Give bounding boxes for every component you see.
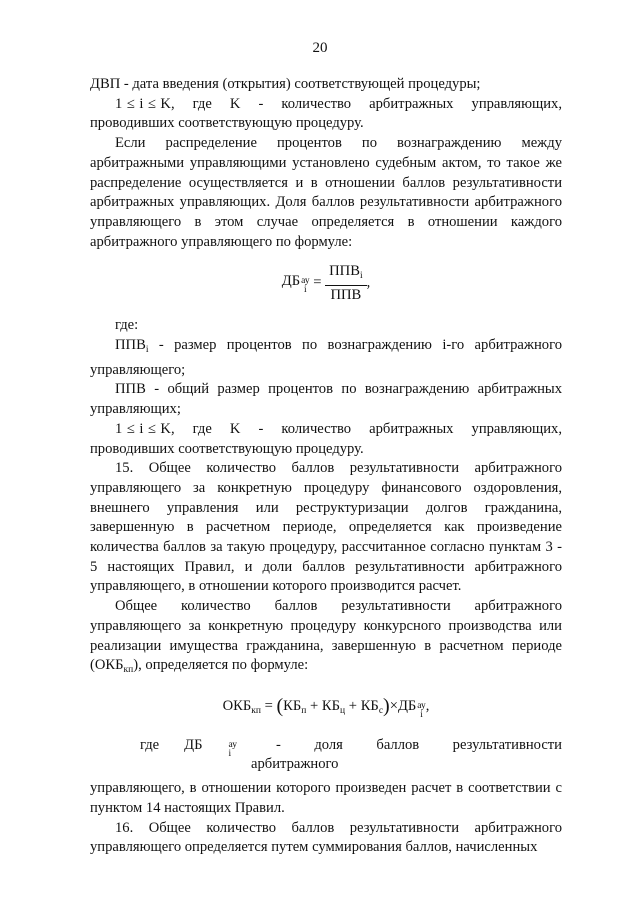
- definition-db-where: где: [140, 736, 160, 753]
- definition-ppv: ППВ - общий размер процентов по вознаграждению арбитражных: [115, 381, 562, 398]
- formula-okb: [90, 694, 562, 722]
- formula-okb-lhs: $ОКБ_{кп}$: [222, 697, 261, 716]
- formula-share-lhs: ДБ ау i: [281, 272, 310, 295]
- formula-okb-eq: =: [264, 697, 273, 714]
- formula-okb-plus-2: +: [348, 697, 358, 714]
- paragraph-15: 15. Общее количество баллов результативности арбитражного управляющего за конкретную процедуру финансового оздоровления, внешнего управления или реструктуризации долгов гражданина, завершенную в расчетном периоде, определяется как произведение количества баллов за такую процедуру, рассчитанное согласно пунктам 3 - 5 настоящих Правил, и доли баллов результативности арбитражного управляющего, в отношении которого производится расчет.: [90, 460, 562, 595]
- formula-okb-open-paren: (: [276, 694, 284, 717]
- formula-share: [90, 262, 562, 304]
- formula-share-tail: ,: [366, 274, 371, 291]
- paragraph-16: 16. Общее количество баллов результативности арбитражного управляющего определяется путем суммирования баллов, начисленных: [90, 819, 562, 856]
- formula-share-numerator: $ППВ_i$: [325, 262, 366, 286]
- paragraph-k-range: 1 ≤ i ≤ K, где K - количество арбитражных управляющих,: [115, 95, 562, 112]
- paragraph-dvp: ДВП - дата введения (открытия) соответствующей процедуры;: [90, 76, 481, 92]
- formula-okb-kbc: $КБ_ц$: [321, 697, 346, 716]
- definition-ppv-cont: управляющих;: [90, 401, 181, 418]
- formula-share-denominator: ППВ: [330, 287, 362, 304]
- definition-db-term: ДБ ау i: [184, 736, 237, 759]
- page-number: 20: [312, 40, 328, 56]
- paragraph-k-range-2: 1 ≤ i ≤ K, где K - количество арбитражных управляющих,: [115, 420, 562, 437]
- paragraph-k-range-2-cont: проводивших соответствующую процедуру.: [90, 440, 364, 457]
- formula-okb-kbs: $КБ_с$: [360, 697, 384, 716]
- paragraph-distribution: Если распределение процентов по вознаграждению между арбитражными управляющими установлено судебным актом, то такое же распределение осуществляется и в отношении баллов результативности арбитражных управляющих. Доля баллов результативности арбитражного управляющего в этом случае определяется в отношении каждого арбитражного управляющего по формуле:: [90, 135, 562, 250]
- where-label: где:: [115, 317, 139, 334]
- formula-okb-kbp: $КБ_п$: [283, 697, 307, 716]
- definition-db: [90, 736, 562, 775]
- formula-okb-plus-1: +: [310, 697, 319, 714]
- formula-okb-db: ДБ ау i: [397, 697, 426, 720]
- formula-share-fraction: [325, 262, 366, 304]
- paragraph-k-range-cont: проводивших соответствующую процедуру.: [90, 115, 364, 132]
- paragraph-general: Общее количество баллов результативности арбитражного управляющего за конкретную процедуру конкурсного производства или реализации имущества гражданина, завершенную в расчетном периоде $(ОКБ_{кп})$, определяется по формуле:: [90, 598, 562, 676]
- document-body: [90, 75, 562, 858]
- definition-ppvi-cont: управляющего;: [90, 361, 186, 378]
- formula-okb-tail: ,: [425, 697, 430, 714]
- formula-okb-close-paren: ): [383, 694, 390, 717]
- formula-share-eq: =: [313, 274, 322, 291]
- definition-db-text: - доля баллов результативности арбитражного: [251, 736, 562, 773]
- formula-okb-times: ×: [389, 697, 398, 714]
- definition-db-cont: управляющего, в отношении которого произведен расчет в соответствии с пунктом 14 настоящих Правил.: [90, 780, 562, 816]
- definition-ppvi: $ППВ_i$ - размер процентов по вознаграждению i-го арбитражного: [115, 337, 562, 356]
